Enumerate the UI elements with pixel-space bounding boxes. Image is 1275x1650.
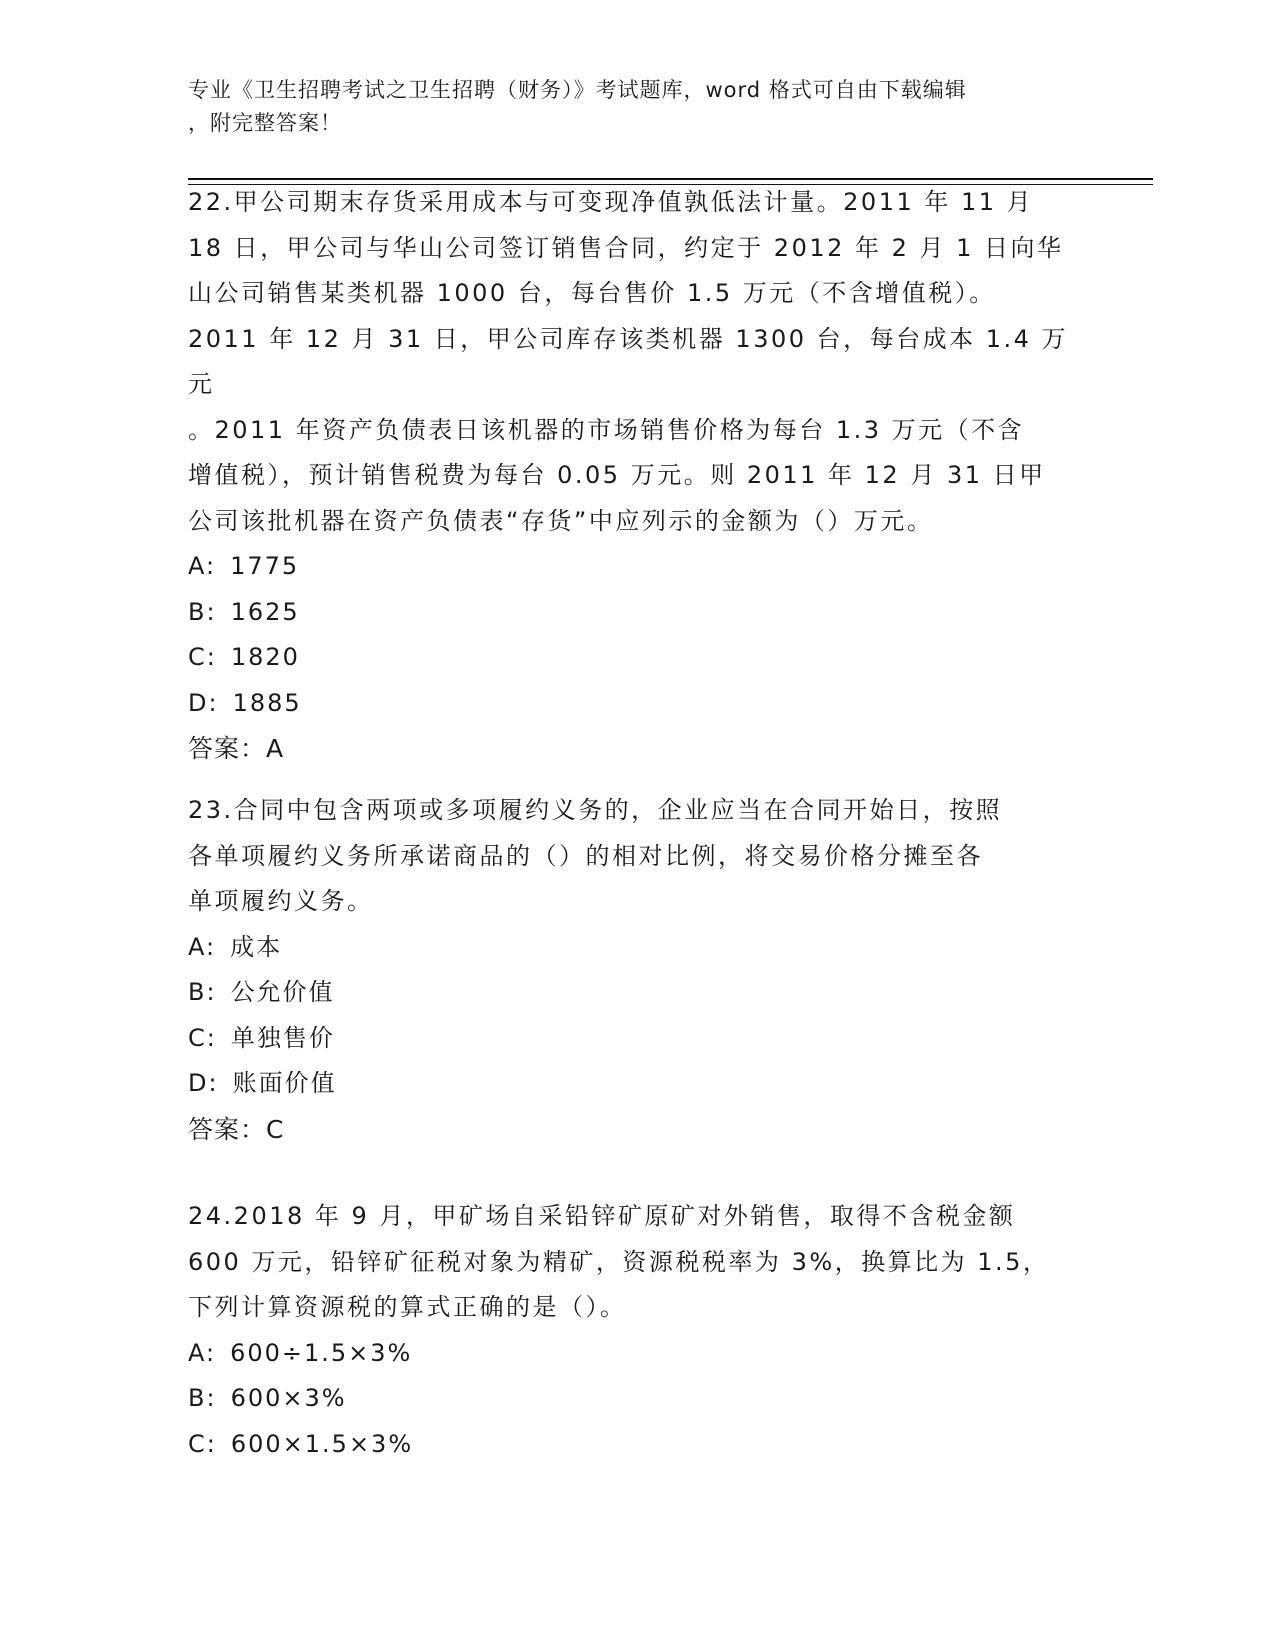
option-value: 1885 — [232, 688, 302, 717]
option-value: 成本 — [230, 932, 283, 961]
answer-line: 答案：C — [188, 1114, 285, 1144]
option-b: B: 1625 — [188, 597, 300, 626]
option-b: B: 600×3% — [188, 1384, 347, 1412]
option-a: A: 600÷1.5×3% — [188, 1338, 413, 1367]
option-d: D: 账面价值 — [188, 1069, 337, 1097]
option-d: D: 1885 — [188, 688, 302, 717]
option-b: B: 公允价值 — [188, 978, 335, 1006]
option-value: 600÷1.5×3% — [230, 1338, 413, 1367]
answer-line: 答案：A — [188, 734, 285, 763]
option-value: 单独售价 — [230, 1023, 335, 1052]
option-value: 1775 — [230, 552, 300, 580]
option-value: 1820 — [230, 643, 300, 671]
question-text: 22.甲公司期末存货采用成本与可变现净值孰低法计量。2011 年 11 月 18 日，甲公司与华山公司签订销售合同，约定于 2012 年 2 月 1 日向华 山公司销售某类机器 1000 台，每台售价 1.5 万元（不含增值税）。 2011 年 12 月 31 日，甲公司库存该类机器 1300 台，每台成本 1.4 万元 。2011 年资产负债表日该机器的市场销售价格为每台 1.3 万元（不含 增值税），预计销售税费为每台 0.05 万元。则 2011 年 12 月 31 日甲 公司该批机器在资产负债表“存货”中应列示的金额为（）万元。 — [188, 188, 1069, 535]
option-value: 账面价值 — [232, 1069, 337, 1097]
option-c: C: 单独售价 — [188, 1023, 335, 1052]
option-a: A: 1775 — [188, 552, 300, 580]
option-value: 600×1.5×3% — [230, 1429, 414, 1458]
option-value: 公允价值 — [230, 978, 335, 1006]
header-line-2: ，附完整答案！ — [188, 111, 342, 135]
option-c: C: 1820 — [188, 643, 300, 671]
question-text: 24.2018 年 9 月，甲矿场自采铅锌矿原矿对外销售，取得不含税金额 600 万元，铅锌矿征税对象为精矿，资源税税率为 3%，换算比为 1.5， 下列计算资源税的算式正确的是（）。 — [188, 1202, 1050, 1321]
question-23 — [188, 788, 1088, 1152]
document-header — [188, 74, 1068, 140]
option-a: A: 成本 — [188, 932, 283, 961]
header-line-1: 专业《卫生招聘考试之卫生招聘（财务）》考试题库，word 格式可自由下载编辑 — [188, 78, 967, 102]
option-c: C: 600×1.5×3% — [188, 1429, 414, 1458]
option-value: 600×3% — [230, 1384, 347, 1412]
question-22 — [188, 180, 1088, 772]
question-text: 23.合同中包含两项或多项履约义务的，企业应当在合同开始日，按照 各单项履约义务所承诺商品的（）的相对比例，将交易价格分摊至各 单项履约义务。 — [188, 796, 1003, 915]
question-24 — [188, 1194, 1088, 1467]
option-value: 1625 — [230, 597, 300, 626]
